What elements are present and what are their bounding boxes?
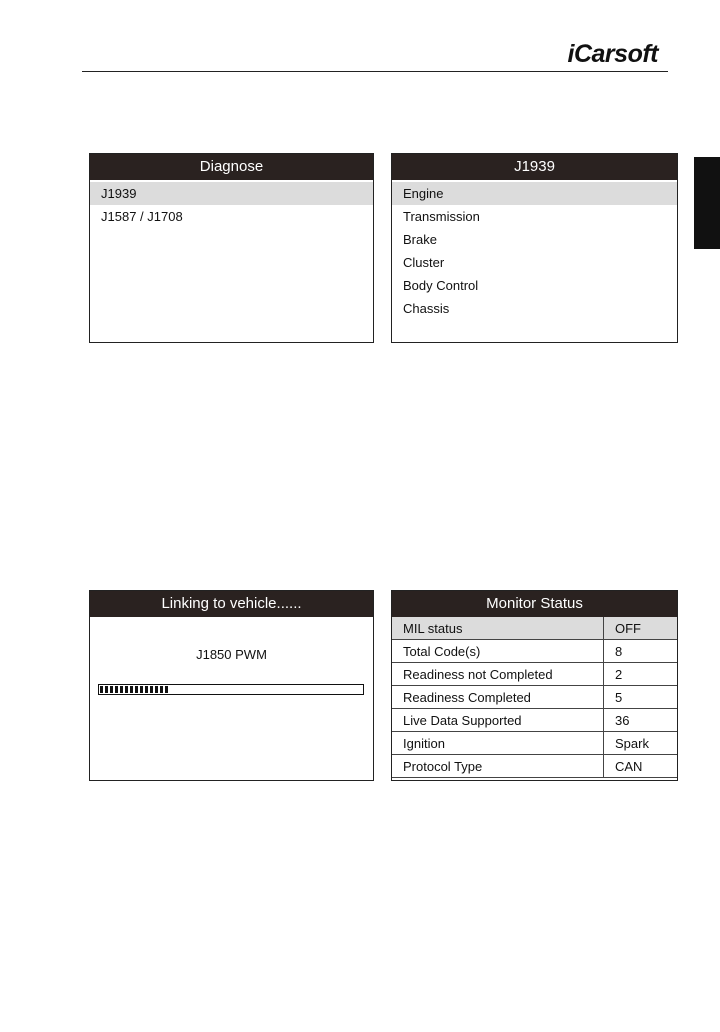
menu-item-engine[interactable]: Engine	[392, 182, 677, 205]
row-value: 36	[604, 709, 678, 732]
header-divider	[82, 71, 668, 72]
row-label: Total Code(s)	[392, 640, 604, 663]
table-row[interactable]	[392, 640, 677, 663]
row-value: 2	[604, 663, 678, 686]
table-row[interactable]	[392, 663, 677, 686]
row-value: 5	[604, 686, 678, 709]
diagnose-screen	[89, 153, 374, 343]
menu-item-chassis[interactable]: Chassis	[403, 301, 450, 316]
menu-item-j1587-j1708[interactable]: J1587 / J1708	[101, 209, 183, 224]
row-label: Protocol Type	[392, 755, 604, 778]
brand-logo: iCarsoft	[567, 40, 658, 68]
screen-title: Linking to vehicle......	[90, 591, 373, 617]
monitor-status-screen	[391, 590, 678, 781]
table-row[interactable]	[392, 755, 677, 778]
row-label: Readiness Completed	[392, 686, 604, 709]
table-row[interactable]	[392, 709, 677, 732]
screen-title: J1939	[392, 154, 677, 180]
table-row[interactable]	[392, 732, 677, 755]
menu-item-cluster[interactable]: Cluster	[403, 255, 445, 270]
row-label: Readiness not Completed	[392, 663, 604, 686]
row-value: OFF	[604, 617, 678, 640]
screen-title: Diagnose	[90, 154, 373, 180]
row-label: MIL status	[392, 617, 604, 640]
j1939-screen	[391, 153, 678, 343]
row-value: Spark	[604, 732, 678, 755]
section-edge-tab	[694, 157, 720, 249]
menu-item-transmission[interactable]: Transmission	[403, 209, 480, 224]
table-row[interactable]	[392, 686, 677, 709]
menu-item-body-control[interactable]: Body Control	[403, 278, 479, 293]
row-label: Ignition	[392, 732, 604, 755]
monitor-status-table	[392, 617, 677, 778]
table-row[interactable]	[392, 617, 677, 640]
menu-item-j1939[interactable]: J1939	[90, 182, 373, 205]
link-progress-fill	[100, 686, 169, 693]
row-value: 8	[604, 640, 678, 663]
row-value: CAN	[604, 755, 678, 778]
link-progress-bar	[98, 684, 364, 695]
linking-screen	[89, 590, 374, 781]
row-label: Live Data Supported	[392, 709, 604, 732]
protocol-label: J1850 PWM	[196, 647, 267, 662]
menu-item-brake[interactable]: Brake	[403, 232, 437, 247]
screen-title: Monitor Status	[392, 591, 677, 617]
